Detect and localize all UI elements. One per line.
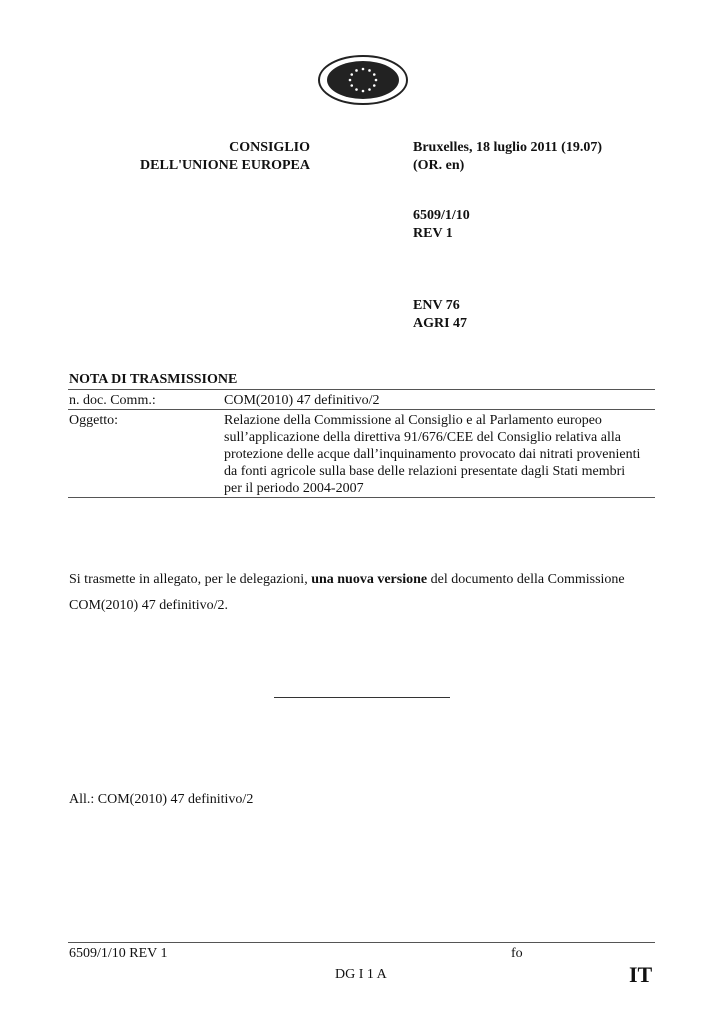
footer-divider: [68, 942, 655, 943]
council-line-1: CONSIGLIO: [229, 140, 310, 155]
document-number: 6509/1/10: [413, 208, 470, 223]
document-number-block: [413, 207, 470, 243]
doc-comm-label: n. doc. Comm.:: [69, 393, 156, 408]
original-language: (OR. en): [413, 158, 465, 173]
nota-title: NOTA DI TRASMISSIONE: [69, 372, 238, 387]
star-icon: [373, 73, 376, 76]
code-agri: AGRI 47: [413, 316, 468, 331]
footer-initials: fo: [511, 946, 523, 961]
revision: REV 1: [413, 226, 453, 241]
code-env: ENV 76: [413, 298, 460, 313]
footer-doc-ref: 6509/1/10 REV 1: [69, 946, 168, 961]
star-icon: [350, 84, 353, 87]
divider-line: [68, 409, 655, 410]
divider-line: [68, 389, 655, 390]
body-text-after: del documento della Commissione COM(2010) 47 definitivo/2.: [69, 572, 625, 613]
divider-line: [68, 497, 655, 498]
star-icon: [368, 88, 371, 91]
eu-council-logo-icon: [318, 55, 408, 105]
star-icon: [368, 69, 371, 72]
star-icon: [362, 90, 365, 93]
star-icon: [362, 68, 365, 71]
date-line: Bruxelles, 18 luglio 2011 (19.07): [413, 140, 602, 155]
council-name: [100, 139, 310, 175]
body-text-bold: una nuova versione: [311, 572, 428, 587]
star-icon: [350, 73, 353, 76]
star-icon: [355, 69, 358, 72]
codes-block: [413, 297, 467, 333]
star-icon: [355, 88, 358, 91]
star-icon: [375, 79, 378, 82]
star-icon: [349, 79, 352, 82]
body-paragraph: [69, 567, 669, 619]
footer-language: IT: [629, 962, 653, 987]
star-icon: [373, 84, 376, 87]
council-line-2: DELL'UNIONE EUROPEA: [140, 158, 310, 173]
separator-line: [274, 697, 450, 698]
attachment-line: All.: COM(2010) 47 definitivo/2: [69, 792, 254, 807]
subject-value: Relazione della Commissione al Consiglio e al Parlamento europeo sull’applicazione della direttiva 91/676/CEE del Consiglio relativa alla protezione delle acque dall’inquinamento provocato dai nitrati provenienti da fonti agricole sulla base delle relazioni presentate dagli Stati membri per il periodo 2004-2007: [224, 413, 641, 496]
date-block: [413, 139, 602, 175]
body-text-before: Si trasmette in allegato, per le delegazioni,: [69, 572, 312, 587]
footer-dg: DG I 1 A: [335, 967, 387, 982]
doc-comm-value: COM(2010) 47 definitivo/2: [224, 393, 380, 408]
subject-label: Oggetto:: [69, 413, 118, 428]
